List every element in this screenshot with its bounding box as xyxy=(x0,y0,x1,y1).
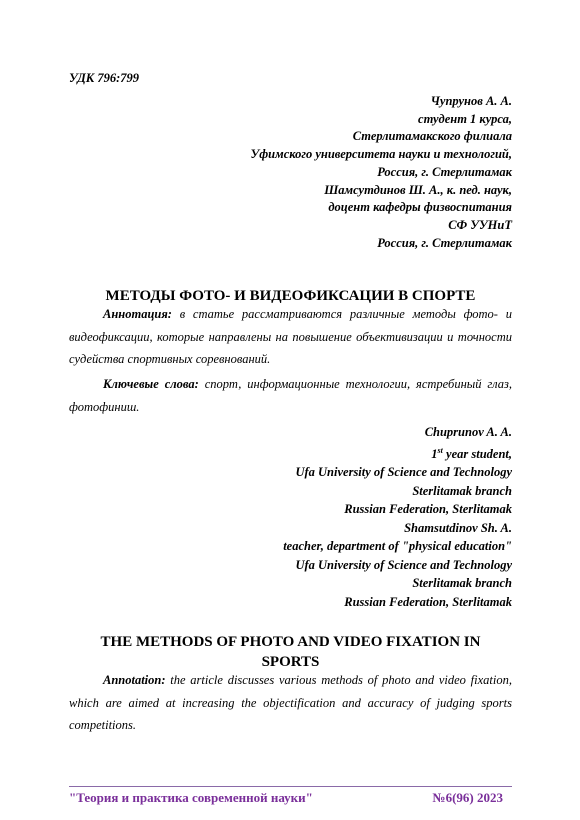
footer-issue-number: №6(96) 2023 xyxy=(432,790,503,805)
footer-journal-name: "Теория и практика современной науки" xyxy=(69,790,313,805)
udc-code: УДК 796:799 xyxy=(69,71,140,85)
year-rest: year student, xyxy=(442,446,512,461)
footer-divider xyxy=(69,786,512,787)
ru-annotation-text: в статье рассматриваются различные методы фото- и видеофиксации, которые направлены на повышение объективизации и точности судейства спортивных соревнований. xyxy=(69,307,512,366)
ru-keywords-text: спорт, информационные технологии, ястребиный глаз, фотофиниш. xyxy=(69,377,512,414)
en-author-line: Ufa University of Science and Technology xyxy=(295,465,512,480)
en-author-line xyxy=(283,442,512,464)
en-author-line: Sterlitamak branch xyxy=(412,483,512,498)
ordinal-suffix: st xyxy=(437,445,443,455)
en-author-line: Shamsutdinov Sh. A. xyxy=(404,520,512,535)
ru-annotation-label: Аннотация: xyxy=(103,307,172,321)
ru-article-title: МЕТОДЫ ФОТО- И ВИДЕОФИКСАЦИИ В СПОРТЕ xyxy=(105,288,476,304)
en-author-line: teacher, department of "physical education" xyxy=(283,539,512,554)
ru-author-line: СФ УУНиТ xyxy=(448,217,512,232)
ru-author-line: Россия, г. Стерлитамак xyxy=(377,235,512,250)
en-author-line: Russian Federation, Sterlitamak xyxy=(344,594,512,609)
en-author-line: Chuprunov A. A. xyxy=(424,425,512,439)
ru-author-line: Шамсутдинов Ш. А., к. пед. наук, xyxy=(324,182,512,197)
ru-author-line: Стерлитамакского филиала xyxy=(352,129,512,144)
year-number: 1 xyxy=(431,446,438,461)
en-author-line: Russian Federation, Sterlitamak xyxy=(344,502,512,517)
ru-author-line: Уфимского университета науки и технологий, xyxy=(250,147,512,162)
ru-keywords-label: Ключевые слова: xyxy=(103,377,199,391)
ru-author-line: доцент кафедры физвоспитания xyxy=(328,200,512,215)
en-author-line: Ufa University of Science and Technology xyxy=(295,557,512,572)
en-author-block xyxy=(283,423,512,611)
en-annotation-label: Annotation: xyxy=(103,673,166,687)
en-annotation xyxy=(69,669,512,737)
ru-author-block xyxy=(251,93,512,252)
en-annotation-text: the article discusses various methods of photo and video fixation, which are aimed at increasing the objectification and accuracy of judging sports competitions. xyxy=(69,673,512,732)
ru-author-line: студент 1 курса, xyxy=(418,111,512,126)
en-title-line: SPORTS xyxy=(261,654,320,670)
en-article-title xyxy=(69,632,512,672)
ru-author-line: Чупрунов А. А. xyxy=(430,94,512,108)
en-title-line: THE METHODS OF PHOTO AND VIDEO FIXATION IN xyxy=(100,634,481,650)
ru-annotation xyxy=(69,303,512,371)
en-author-line: Sterlitamak branch xyxy=(412,576,512,591)
ru-keywords xyxy=(69,373,512,418)
ru-author-line: Россия, г. Стерлитамак xyxy=(377,164,512,179)
